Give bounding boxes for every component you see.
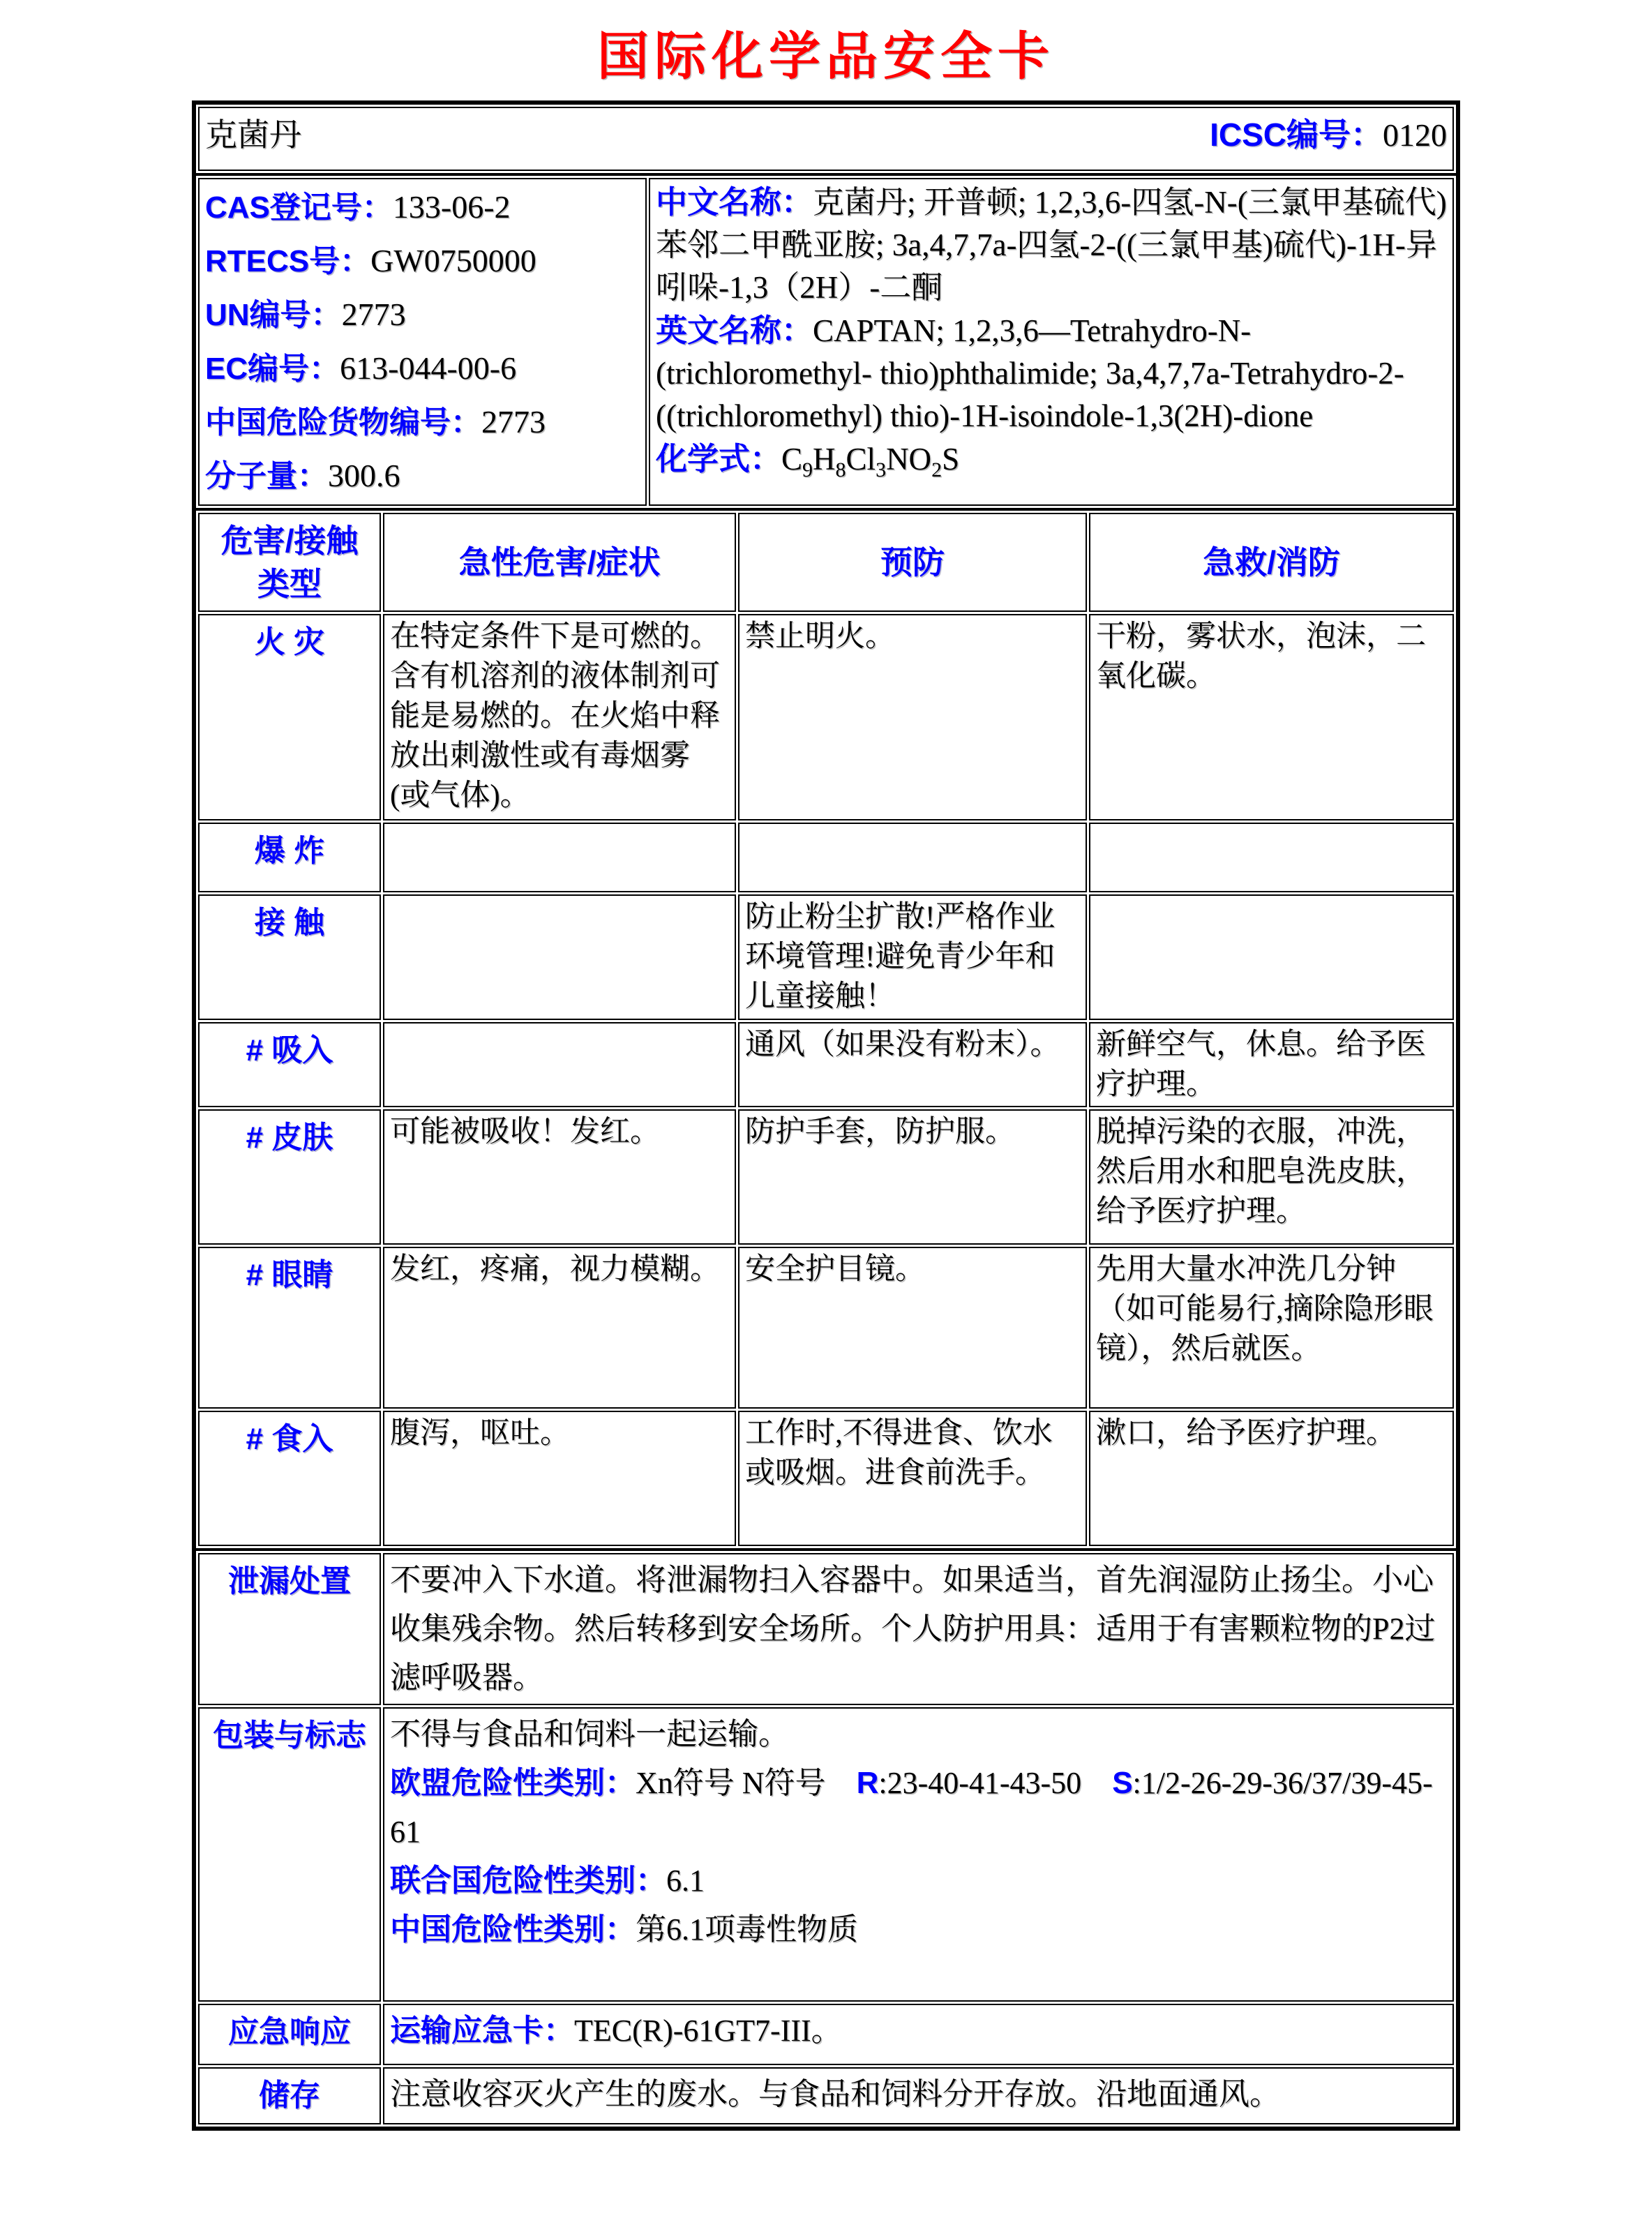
contact-row-label: 接 触 — [198, 894, 381, 1020]
inhalation-row — [198, 1022, 1454, 1107]
identification-section — [195, 174, 1457, 509]
fire-hazard-cell: 在特定条件下是可燃的。含有机溶剂的液体制剂可能是易燃的。在火焰中释放出刺激性或有毒烟雾(或气体)。 — [383, 614, 736, 820]
skin-row-label: # 皮肤 — [198, 1109, 381, 1245]
contact-prevention-cell: 防止粉尘扩散!严格作业环境管理!避免青少年和儿童接触！ — [738, 894, 1087, 1020]
chinese-name-label: 中文名称： — [656, 184, 813, 220]
fire-prevention-cell: 禁止明火。 — [738, 614, 1087, 820]
molecular-weight-label: 分子量： — [205, 459, 328, 493]
ec-label: EC编号： — [205, 352, 340, 386]
cas-number-line — [205, 181, 640, 234]
china-dg-number-line — [205, 396, 640, 449]
header-section — [195, 103, 1457, 174]
inhalation-firstaid-cell: 新鲜空气，休息。给予医疗护理。 — [1089, 1022, 1454, 1107]
spill-row — [198, 1553, 1454, 1705]
s-phrases-key: S — [1112, 1766, 1133, 1800]
un-value: 2773 — [341, 297, 406, 332]
substance-name: 克菌丹 — [205, 117, 301, 153]
un-class-value: 6.1 — [666, 1864, 705, 1898]
packaging-un-class-line — [390, 1857, 1447, 1905]
emergency-response-row — [198, 2004, 1454, 2065]
chemical-formula-value: $C_9H_8Cl_3NO_2S$ — [781, 442, 960, 481]
cas-label: CAS登记号： — [205, 190, 393, 225]
skin-prevention-cell: 防护手套，防护服。 — [738, 1109, 1087, 1245]
bottom-section — [195, 1550, 1457, 2128]
packaging-row — [198, 1707, 1454, 2002]
skin-hazard-cell: 可能被吸收！发红。 — [383, 1109, 736, 1245]
contact-firstaid-cell — [1089, 894, 1454, 1020]
contact-hazard-cell — [383, 894, 736, 1020]
china-dg-value: 2773 — [481, 404, 546, 440]
header-prevention: 预防 — [738, 513, 1087, 612]
china-dg-label: 中国危险货物编号： — [205, 405, 481, 440]
inhalation-prevention-cell: 通风（如果没有粉末）。 — [738, 1022, 1087, 1107]
registry-numbers-cell — [198, 178, 647, 506]
packaging-transport-note: 不得与食品和饲料一起运输。 — [390, 1717, 789, 1751]
rtecs-label: RTECS号： — [205, 244, 371, 278]
explosion-hazard-cell — [383, 823, 736, 892]
contact-row — [198, 894, 1454, 1020]
ec-number-line — [205, 342, 640, 396]
eyes-hazard-cell: 发红，疼痛，视力模糊。 — [383, 1247, 736, 1409]
rtecs-value: GW0750000 — [370, 243, 536, 278]
packaging-row-label: 包装与标志 — [198, 1707, 381, 2002]
fire-row — [198, 614, 1454, 820]
chemical-formula-label: 化学式： — [656, 441, 782, 477]
names-cell — [649, 178, 1454, 506]
hazard-header-row — [198, 513, 1454, 612]
header-hazard-type: 危害/接触 类型 — [198, 513, 381, 612]
china-class-label: 中国危险性类别： — [390, 1912, 636, 1947]
icsc-label: ICSC编号： — [1210, 117, 1383, 153]
un-label: UN编号： — [205, 298, 342, 332]
molecular-weight-value: 300.6 — [328, 458, 400, 493]
explosion-row — [198, 823, 1454, 892]
un-number-line — [205, 288, 640, 342]
skin-firstaid-cell: 脱掉污染的衣服，冲洗，然后用水和肥皂洗皮肤，给予医疗护理。 — [1089, 1109, 1454, 1245]
eyes-firstaid-cell: 先用大量水冲洗几分钟（如可能易行,摘除隐形眼镜），然后就医。 — [1089, 1247, 1454, 1409]
molecular-weight-line — [205, 449, 640, 503]
storage-content-cell: 注意收容灭火产生的废水。与食品和饲料分开存放。沿地面通风。 — [383, 2067, 1454, 2124]
inhalation-hazard-cell — [383, 1022, 736, 1107]
eyes-row — [198, 1247, 1454, 1409]
safety-card — [192, 100, 1460, 2131]
ingestion-row — [198, 1411, 1454, 1546]
explosion-prevention-cell — [738, 823, 1087, 892]
r-phrases-key: R — [856, 1766, 879, 1800]
ingestion-hazard-cell: 腹泻，呕吐。 — [383, 1411, 736, 1546]
english-name-value: CAPTAN; 1,2,3,6—Tetrahydro-N-(trichloromethyl- thio)phthalimide; 3a,4,7,7a-Tetrahydro-2-((trichloromethyl) thio)-1H-isoindole-1,3(2H)-dione — [656, 313, 1404, 433]
rtecs-number-line — [205, 234, 640, 288]
ec-value: 613-044-00-6 — [340, 350, 517, 386]
emergency-content-cell — [383, 2004, 1454, 2065]
header-cell — [198, 107, 1454, 171]
packaging-china-class-line — [390, 1905, 1447, 1954]
packaging-eu-class-line — [390, 1759, 1447, 1857]
hazard-table — [195, 509, 1457, 1550]
header-acute-hazards: 急性危害/症状 — [383, 513, 736, 612]
explosion-row-label: 爆 炸 — [198, 823, 381, 892]
chemical-formula-line — [656, 437, 1447, 491]
eu-class-symbols: Xn符号 N符号 — [636, 1766, 826, 1800]
cas-value: 133-06-2 — [392, 189, 511, 225]
chinese-name-value: 克菌丹; 开普顿; 1,2,3,6-四氢-N-(三氯甲基硫代)苯邻二甲酰亚胺; 3a,4,7,7a-四氢-2-((三氯甲基)硫代)-1H-异吲哚-1,3（2H）-二酮 — [656, 185, 1447, 305]
storage-row-label: 储存 — [198, 2067, 381, 2124]
transport-emergency-card-value: TEC(R)-61GT7-III。 — [574, 2014, 842, 2048]
un-class-label: 联合国危险性类别： — [390, 1864, 666, 1898]
fire-firstaid-cell: 干粉，雾状水，泡沫，二氧化碳。 — [1089, 614, 1454, 820]
ingestion-row-label: # 食入 — [198, 1411, 381, 1546]
spill-row-label: 泄漏处置 — [198, 1553, 381, 1705]
eyes-prevention-cell: 安全护目镜。 — [738, 1247, 1087, 1409]
ingestion-firstaid-cell: 漱口，给予医疗护理。 — [1089, 1411, 1454, 1546]
r-phrases-value: :23-40-41-43-50 — [878, 1766, 1082, 1800]
s-phrases-value: :1/2-26-29-36/37/39-45-61 — [390, 1766, 1433, 1849]
eu-class-label: 欧盟危险性类别： — [390, 1766, 636, 1800]
skin-row — [198, 1109, 1454, 1245]
english-name-label: 英文名称： — [656, 313, 813, 348]
header-firstaid-firefighting: 急救/消防 — [1089, 513, 1454, 612]
explosion-firstaid-cell — [1089, 823, 1454, 892]
transport-emergency-card-label: 运输应急卡： — [390, 2014, 574, 2048]
packaging-content-cell — [383, 1707, 1454, 2002]
china-class-value: 第6.1项毒性物质 — [636, 1912, 858, 1947]
eyes-row-label: # 眼睛 — [198, 1247, 381, 1409]
chinese-name-paragraph — [656, 181, 1447, 309]
page-title: 国际化学品安全卡 — [597, 29, 1055, 86]
emergency-row-label: 应急响应 — [198, 2004, 381, 2065]
icsc-number: 0120 — [1383, 117, 1447, 153]
inhalation-row-label: # 吸入 — [198, 1022, 381, 1107]
english-name-paragraph — [656, 309, 1447, 437]
fire-row-label: 火 灾 — [198, 614, 381, 820]
storage-row — [198, 2067, 1454, 2124]
ingestion-prevention-cell: 工作时,不得进食、饮水或吸烟。进食前洗手。 — [738, 1411, 1087, 1546]
spill-content-cell: 不要冲入下水道。将泄漏物扫入容器中。如果适当，首先润湿防止扬尘。小心收集残余物。然后转移到安全场所。个人防护用具：适用于有害颗粒物的P2过滤呼吸器。 — [383, 1553, 1454, 1705]
